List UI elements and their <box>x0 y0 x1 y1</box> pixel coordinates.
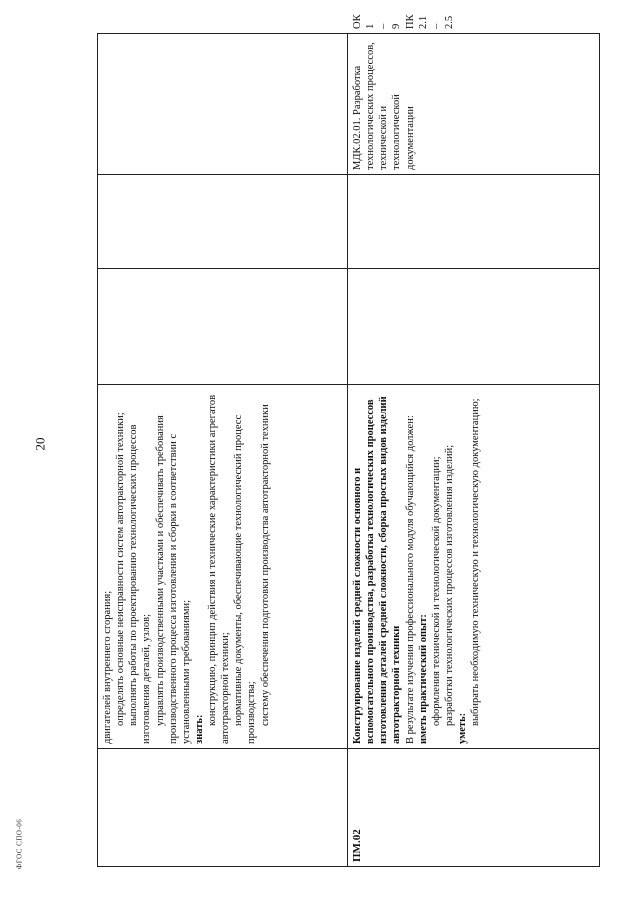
table-row <box>98 34 348 867</box>
description-line: уметь: <box>457 712 468 744</box>
empty-cell <box>98 175 348 269</box>
description-line: оформления технической и технологической документации; <box>430 456 442 726</box>
mdk-cell <box>98 34 348 175</box>
description-line: Конструирование изделий средней сложности основного и вспомогательного производства, разработка технологических процессов изготовления деталей средней сложности, сборка простых видов изделий автотракторной техники <box>352 396 403 744</box>
empty-cell <box>348 175 600 269</box>
mdk-cell: МДК.02.01. Разработка технологических процессов, технической и технологической документации <box>348 34 600 175</box>
description-cell <box>348 385 600 749</box>
empty-cell <box>98 269 348 385</box>
description-line: выбирать необходимую техническую и технологическую документацию; <box>470 398 482 726</box>
description-cell <box>98 385 348 749</box>
table-row: ПМ.02 Конструирование изделий средней сложности основного и вспомогательного производства, разработка технологических процессов изготовления деталей средней сложности, сборка простых видов изделий автотракторной техники В результате изучения профессионального модуля обучающийся должен: иметь практический опыт: оформления технической и технологической документации; разработки технологических процессов изготовления изделий; уметь: выбирать необходимую техническую и технологическую документацию; МДК.02.01. Разработка технологических процессов, технической и технологической документации ОК 1 – 9 ПК 2.1 – 2.5 <box>348 34 600 867</box>
table-wrapper <box>97 14 599 867</box>
description-line: управлять производственными участками и обеспечивать требования производственного процесса изготовления и сборки в соответствии с установленными требованиями; <box>154 415 192 744</box>
description-line: конструкцию, принцип действия и технические характеристики агрегатов автотракторной техники; <box>207 394 232 744</box>
module-code: ПМ.02 <box>351 829 363 862</box>
module-code-cell <box>348 749 600 867</box>
description-line: систему обеспечения подготовки производства автотракторной техники <box>259 404 271 726</box>
description-line: определять основные неисправности систем автотракторной техники; <box>115 412 127 726</box>
description-line: знать: <box>193 714 205 744</box>
description-line: В результате изучения профессионального модуля обучающийся должен: <box>404 415 416 744</box>
page-number: 20 <box>32 437 48 451</box>
footer-mark: ФГОС СПО-06 <box>15 818 24 870</box>
description-line: выполнять работы по проектированию технологических процессов изготовления деталей, узлов; <box>128 424 153 744</box>
description-line: нормативные документы, обеспечивающие технологический процесс производства; <box>233 414 258 744</box>
empty-cell <box>348 269 600 385</box>
description-line: двигателей внутреннего сгорания; <box>102 590 113 744</box>
module-code-cell <box>98 749 348 867</box>
description-line: разработки технологических процессов изготовления изделий; <box>443 444 455 726</box>
competency-table <box>97 14 600 867</box>
description-line: иметь практический опыт: <box>417 614 429 744</box>
